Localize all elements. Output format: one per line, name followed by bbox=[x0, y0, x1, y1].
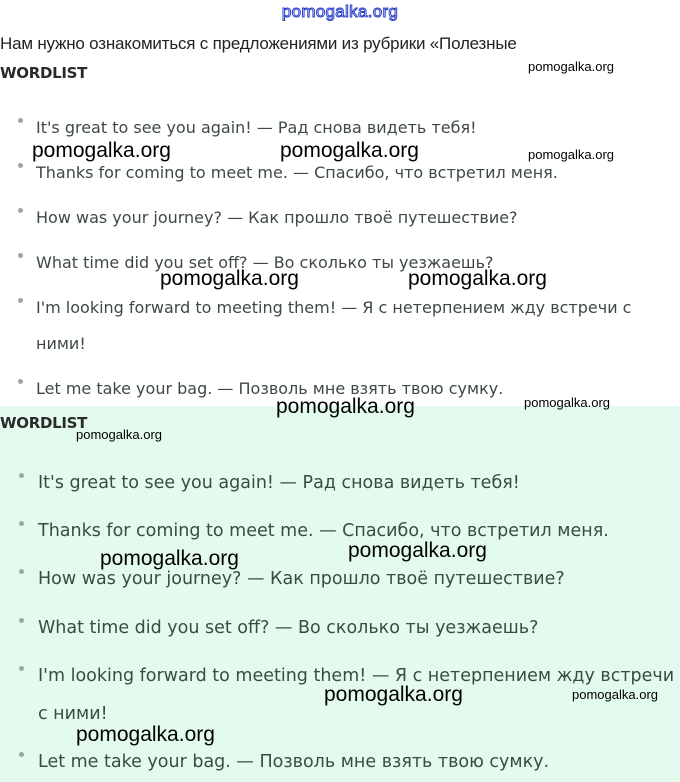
watermark: pomogalka.org bbox=[324, 683, 463, 706]
bullet-icon bbox=[18, 118, 23, 123]
watermark: pomogalka.org bbox=[408, 267, 547, 290]
wordlist-heading: WORDLIST bbox=[0, 414, 88, 432]
watermark: pomogalka.org bbox=[528, 147, 614, 162]
watermark: pomogalka.org bbox=[32, 139, 171, 162]
site-logo[interactable]: pomogalka.org bbox=[281, 2, 399, 21]
watermark: pomogalka.org bbox=[524, 395, 610, 410]
bullet-icon bbox=[19, 521, 24, 526]
bullet-icon bbox=[19, 752, 24, 757]
bullet-icon bbox=[19, 666, 24, 671]
watermark: pomogalka.org bbox=[276, 395, 415, 418]
watermark: pomogalka.org bbox=[76, 723, 215, 746]
bullet-icon bbox=[18, 208, 23, 213]
watermark: pomogalka.org bbox=[528, 59, 614, 74]
bullet-icon bbox=[18, 163, 23, 168]
watermark: pomogalka.org bbox=[280, 139, 419, 162]
bullet-icon bbox=[18, 379, 23, 384]
watermark: pomogalka.org bbox=[160, 267, 299, 290]
bullet-icon bbox=[19, 618, 24, 623]
watermark: pomogalka.org bbox=[348, 539, 487, 562]
bullet-icon bbox=[18, 298, 23, 303]
bullet-icon bbox=[19, 473, 24, 478]
watermark: pomogalka.org bbox=[76, 427, 162, 442]
bullet-icon bbox=[19, 569, 24, 574]
wordlist-heading: WORDLIST bbox=[0, 64, 88, 82]
bullet-icon bbox=[18, 253, 23, 258]
watermark: pomogalka.org bbox=[572, 687, 658, 702]
intro-text: Нам нужно ознакомиться с предложениями из рубрики «Полезные bbox=[0, 34, 517, 53]
watermark: pomogalka.org bbox=[100, 547, 239, 570]
